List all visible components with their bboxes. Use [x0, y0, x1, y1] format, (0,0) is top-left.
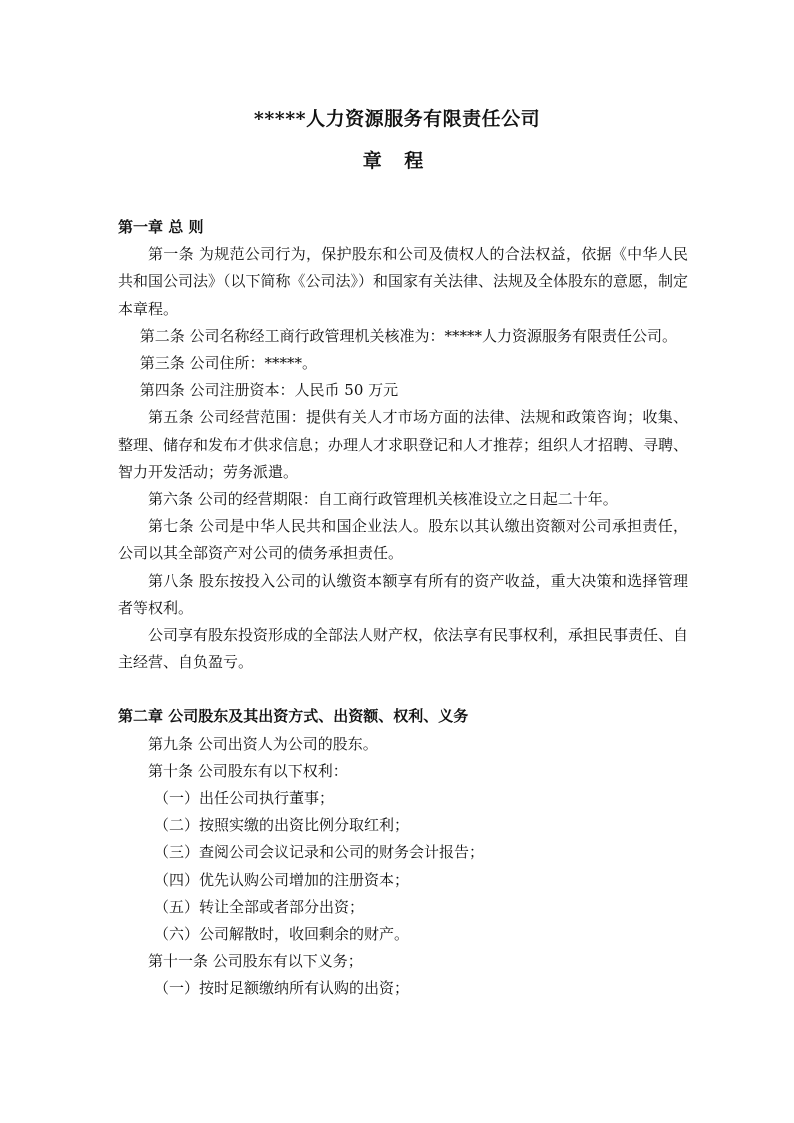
- article-7: 第七条 公司是中华人民共和国企业法人。股东以其认缴出资额对公司承担责任，公司以其全部资产对公司的债务承担责任。: [118, 517, 688, 563]
- article-6: 第六条 公司的经营期限：自工商行政管理机关核准设立之日起二十年。: [148, 490, 618, 509]
- article-3: 第三条 公司住所：*****。: [139, 354, 318, 373]
- article-2: 第二条 公司名称经工商行政管理机关核准为：*****人力资源服务有限责任公司。: [139, 326, 678, 345]
- article-5: 第五条 公司经营范围：提供有关人才市场方面的法律、法规和政策咨询；收集、整理、储存和发布才供求信息；办理人才求职登记和人才推荐；组织人才招聘、寻聘、智力开发活动；劳务派遣。: [118, 408, 689, 481]
- document-subtitle: 章 程: [362, 150, 432, 172]
- list-item: （五）转让全部或者部分出资；: [154, 897, 365, 916]
- list-item: （三）查阅公司会议记录和公司的财务会计报告；: [154, 843, 485, 862]
- list-item: （六）公司解散时，收回剩余的财产。: [154, 925, 410, 944]
- article-1: 第一条 为规范公司行为，保护股东和公司及债权人的合法权益，依据《中华人民共和国公司法》（以下简称《公司法》）和国家有关法律、法规及全体股东的意愿，制定本章程。: [118, 245, 689, 318]
- article-8-paragraph-2: 公司享有股东投资形成的全部法人财产权，依法享有民事权利，承担民事责任、自主经营、自负盈亏。: [118, 626, 689, 672]
- list-item: （二）按照实缴的出资比例分取红利；: [154, 816, 410, 835]
- company-title: *****人力资源服务有限责任公司: [253, 108, 541, 130]
- section-gap: [118, 676, 688, 703]
- article-9: 第九条 公司出资人为公司的股东。: [148, 734, 378, 753]
- list-item: （四）优先认购公司增加的注册资本；: [154, 870, 410, 889]
- list-item: （一）按时足额缴纳所有认购的出资；: [154, 979, 410, 998]
- article-10: 第十条 公司股东有以下权利：: [148, 761, 348, 780]
- article-11: 第十一条 公司股东有以下义务；: [148, 952, 363, 971]
- article-8: 第八条 股东按投入公司的认缴资本额享有所有的资产收益，重大决策和选择管理者等权利。: [118, 571, 688, 617]
- chapter-1-heading: 第一章 总 则: [118, 218, 204, 236]
- chapter-2-heading: 第二章 公司股东及其出资方式、出资额、权利、义务: [118, 707, 469, 726]
- list-item: （一）出任公司执行董事；: [154, 789, 335, 808]
- document-body: [118, 214, 688, 1003]
- article-4: 第四条 公司注册资本：人民币 50 万元: [139, 381, 399, 400]
